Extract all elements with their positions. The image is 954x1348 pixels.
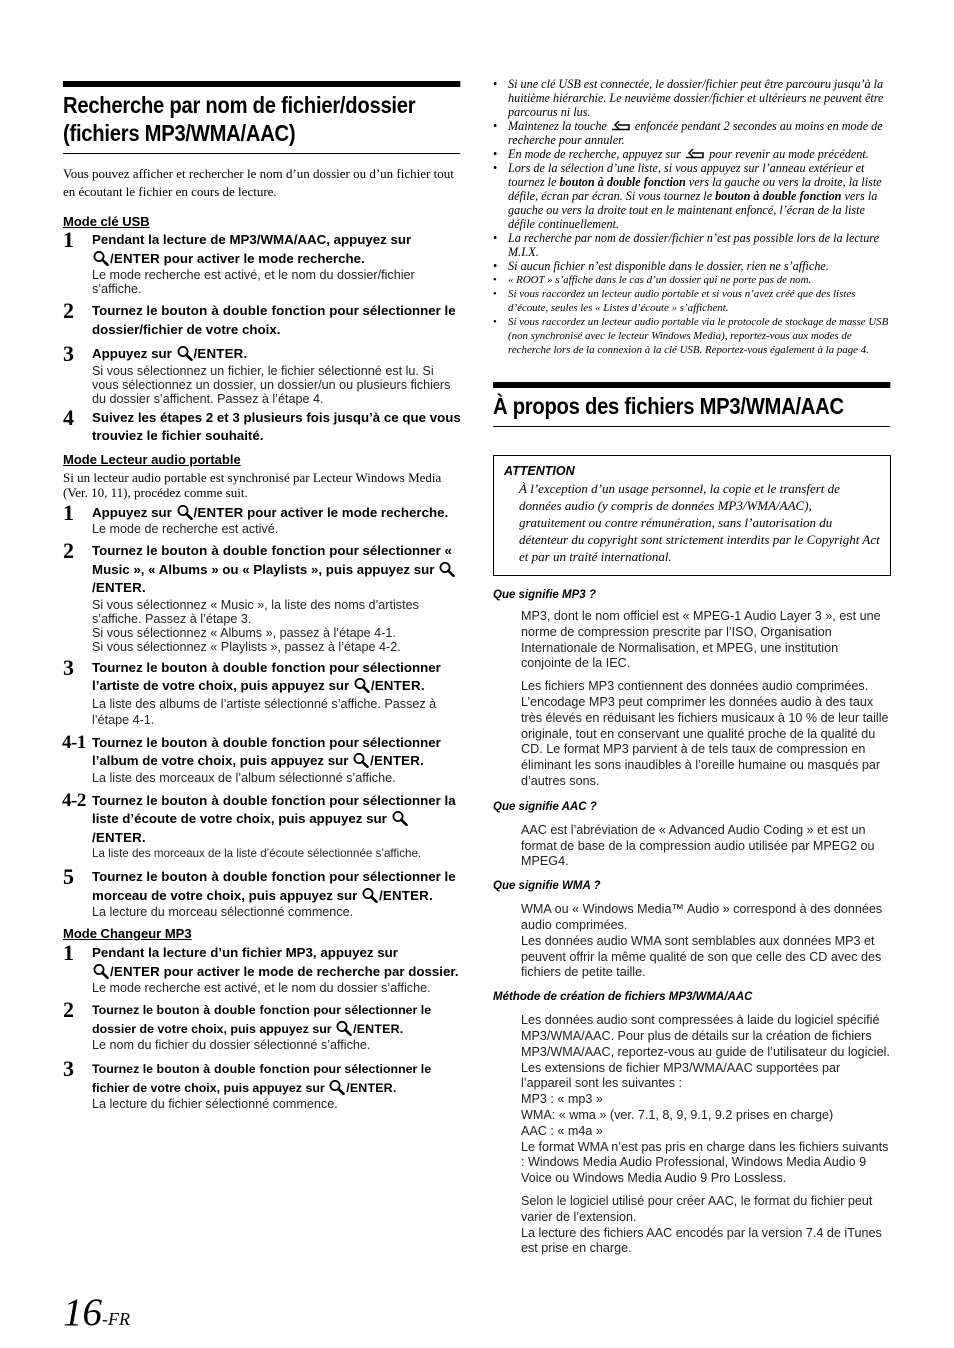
method-answer: AAC : « m4a »	[521, 1123, 603, 1138]
step-description: La lecture du fichier sélectionné commence.	[92, 1097, 338, 1111]
mp3-answer: MP3, dont le nom officiel est « MPEG-1 Audio Layer 3 », est une norme de compression prescrite par l’ISO, Organisation Internationale de Normalisation, et MPEG, une institution conjointe de la IEC.	[521, 609, 881, 671]
note-item: • Si une clé USB est connectée, le dossier/fichier peut être parcouru jusqu’à la huitième hiérarchie. Le neuvième dossier/fichier et ultérieurs ne peuvent être parcourus ni lus.	[493, 77, 891, 119]
note-item: • « ROOT » s’affiche dans le cas d’un dossier qui ne porte pas de nom.	[493, 273, 891, 287]
step-description: Si vous sélectionnez « Music », la liste des noms d’artistes s’affiche. Passez à l’étape 3.	[92, 597, 419, 626]
intro-text: Vous pouvez afficher et rechercher le nom d’un dossier ou d’un fichier tout en écoutant le fichier en cours de lecture.	[63, 166, 454, 199]
search-icon	[361, 887, 379, 903]
step-description: Si vous sélectionnez « Playlists », passez à l’étape 4-2.	[92, 639, 401, 654]
page-number-value: 16	[63, 1291, 102, 1334]
search-icon	[328, 1079, 346, 1095]
portable-step-4-1	[62, 731, 461, 785]
step-description: La liste des morceaux de l’album sélectionné s’affiche.	[92, 770, 396, 785]
method-answer: MP3 : « mp3 »	[521, 1092, 603, 1107]
mode-heading-portable: Mode Lecteur audio portable	[63, 451, 241, 467]
method-answer: Les données audio sont compressées à laide du logiciel spécifié MP3/WMA/AAC. Pour plus de détails sur la création de fichiers MP3/WMA/AAC, reportez-vous au guide de l’utilisateur du logiciel.	[521, 1013, 890, 1059]
step-description: Le nom du fichier du dossier sélectionné s’affiche.	[92, 1038, 371, 1052]
portable-step-2	[63, 538, 461, 654]
left-column	[63, 81, 461, 1111]
usb-step-4	[63, 404, 461, 446]
method-answer: Selon le logiciel utilisé pour créer AAC, le format du fichier peut varier de l’extension.	[521, 1193, 873, 1224]
search-icon	[92, 963, 110, 979]
note-item: • Si vous raccordez un lecteur audio portable via le protocole de stockage de masse USB (non synchronisé avec le lecteur Windows Media), reportez-vous aux modes de recherche lors de la connexion à la clé USB. Reportez-vous également à la page 4.	[493, 315, 891, 357]
search-icon	[438, 561, 456, 577]
step-instruction: Tournez le bouton à double fonction pour sélectionner la liste d’écoute de votre choix, puis appuyez sur /ENTER.	[92, 792, 456, 845]
search-icon	[176, 504, 194, 520]
method-answer: La lecture des fichiers AAC encodés par la version 7.4 de iTunes est prise en charge.	[521, 1225, 882, 1256]
return-arrow-icon	[684, 147, 706, 160]
attention-box	[493, 455, 891, 576]
step-number: 1	[63, 940, 74, 965]
search-icon	[92, 250, 110, 266]
step-number: 2	[63, 997, 74, 1022]
step-description: Le mode recherche est activé, et le nom du dossier s’affiche.	[92, 981, 431, 995]
step-instruction: Pendant la lecture de MP3/WMA/AAC, appuyez sur /ENTER pour activer le mode recherche.	[92, 232, 412, 266]
step-number: 2	[63, 538, 74, 563]
step-number: 1	[63, 499, 74, 525]
page-suffix: -FR	[102, 1309, 130, 1329]
step-number: 1	[63, 227, 74, 252]
changer-step-2	[63, 997, 461, 1052]
step-description: Si vous sélectionnez « Albums », passez à l’étape 4-1.	[92, 625, 396, 640]
step-number: 2	[63, 298, 74, 323]
mode-heading-changer: Mode Changeur MP3	[63, 926, 192, 941]
step-number: 3	[63, 1056, 74, 1081]
usb-step-2	[63, 298, 461, 339]
step-number: 4-1	[62, 731, 86, 753]
note-item: • Lors de la sélection d’une liste, si vous appuyez sur l’anneau extérieur et tournez le bouton à double fonction vers la gauche ou vers la droite, la liste défile, écran par écran. Si vous tournez le bouton à double fonction vers la gauche ou vers la droite tout en le maintenant enfoncé, l’écran de la liste défile continuellement.	[493, 161, 891, 231]
portable-intro: Si un lecteur audio portable est synchronisé par Lecteur Windows Media (Ver. 10, 11), procédez comme suit.	[63, 469, 442, 500]
step-instruction: Tournez le bouton à double fonction pour sélectionner le fichier de votre choix, puis appuyez sur /ENTER.	[92, 1062, 432, 1095]
search-icon	[176, 345, 194, 361]
section-title-about: À propos des fichiers MP3/WMA/AAC	[493, 382, 890, 427]
section-title-search: Recherche par nom de fichier/dossier (fichiers MP3/WMA/AAC)	[63, 81, 460, 154]
wma-answer: WMA ou « Windows Media™ Audio » correspond à des données audio comprimées.	[521, 902, 883, 932]
usb-step-1	[63, 227, 461, 296]
search-icon	[353, 677, 371, 693]
usb-step-3	[63, 341, 461, 406]
return-arrow-icon	[610, 119, 632, 132]
right-column	[493, 77, 891, 1257]
attention-body: À l’exception d’un usage personnel, la copie et le transfert de données audio (y compris de données MP3/WMA/AAC), gratuitement ou contre rémunération, sans l’autorisation du détenteur du copyright sont strictement interdits par le Copyright Act et par un traité international.	[519, 481, 880, 564]
step-number: 3	[63, 654, 74, 680]
step-number: 4-2	[62, 789, 86, 811]
step-description: Le mode recherche est activé, et le nom du dossier/fichier s’affiche.	[92, 268, 415, 296]
notes-list	[493, 77, 891, 357]
portable-step-5	[63, 864, 461, 919]
step-instruction: Tournez le bouton à double fonction pour sélectionner « Music », « Albums » ou « Playlists », puis appuyez sur /ENTER.	[92, 542, 461, 598]
method-answer: WMA: « wma » (ver. 7.1, 8, 9, 9.1, 9.2 prises en charge)	[521, 1107, 834, 1122]
step-description: Si vous sélectionnez un fichier, le fichier sélectionné est lu. Si vous sélectionnez un dossier, un dossier/un ou plusieurs fichiers du dossier s’affichent. Passez à l’étape 4.	[92, 363, 451, 406]
step-instruction: Tournez le bouton à double fonction pour sélectionner le morceau de votre choix, puis appuyez sur /ENTER.	[92, 869, 456, 903]
step-instruction: Tournez le bouton à double fonction pour sélectionner l’artiste de votre choix, puis appuyez sur /ENTER.	[92, 659, 441, 693]
wma-question: Que signifie WMA ?	[493, 880, 601, 893]
changer-step-3	[63, 1056, 461, 1111]
portable-step-3	[63, 654, 461, 728]
step-number: 5	[63, 864, 74, 889]
note-item: • La recherche par nom de dossier/fichier n’est pas possible lors de la lecture M.I.X.	[493, 231, 891, 259]
attention-title: ATTENTION	[504, 464, 575, 478]
step-instruction: Appuyez sur /ENTER.	[92, 346, 248, 361]
portable-step-1	[63, 499, 461, 537]
step-description: La liste des albums de l’artiste sélectionné s’affiche. Passez à l’étape 4-1.	[92, 696, 437, 727]
step-description: La liste des morceaux de la liste d’écoute sélectionnée s’affiche.	[92, 847, 422, 860]
step-number: 3	[63, 341, 74, 366]
mp3-answer: Les fichiers MP3 contiennent des données audio comprimées. L’encodage MP3 peut comprimer les données audio à des taux très élevés en réduisant les fichiers musicaux à 10 % de leur taille originale, tout en conservant une qualité proche de la qualité du CD. Le format MP3 parvient à de tels taux de compression en éliminant les sons inaudibles à l’oreille humaine ou masqués par d’autres sons.	[521, 679, 889, 788]
step-instruction: Pendant la lecture d’un fichier MP3, appuyez sur /ENTER pour activer le mode de recherche par dossier.	[92, 945, 459, 979]
changer-step-1	[63, 940, 461, 995]
wma-answer: Les données audio WMA sont semblables aux données MP3 et peuvent offrir la même qualité de son que celle des CD avec des fichiers de petite taille.	[521, 933, 882, 980]
method-question: Méthode de création de fichiers MP3/WMA/AAC	[493, 991, 753, 1004]
note-item: • En mode de recherche, appuyez sur pour revenir au mode précédent.	[493, 147, 891, 161]
search-icon	[335, 1020, 353, 1036]
step-instruction: Tournez le bouton à double fonction pour sélectionner le dossier/fichier de votre choix.	[92, 303, 456, 337]
aac-question: Que signifie AAC ?	[493, 800, 597, 813]
portable-step-4-2	[62, 789, 461, 862]
mode-heading-usb: Mode clé USB	[63, 214, 150, 229]
step-number: 4	[63, 404, 74, 430]
note-item: • Maintenez la touche enfoncée pendant 2 secondes au moins en mode de recherche pour annuler.	[493, 119, 891, 147]
page-number	[63, 1290, 130, 1335]
step-description: La lecture du morceau sélectionné commence.	[92, 905, 354, 919]
step-instruction: Tournez le bouton à double fonction pour sélectionner le dossier de votre choix, puis appuyez sur /ENTER.	[92, 1003, 432, 1036]
method-answer: Le format WMA n’est pas pris en charge dans les fichiers suivants : Windows Media Audio Professional, Windows Media Audio 9 Voice ou Windows Media Audio 9 Pro Lossless.	[521, 1139, 889, 1186]
step-instruction: Suivez les étapes 2 et 3 plusieurs fois jusqu’à ce que vous trouviez le fichier souhaité.	[92, 409, 461, 443]
search-icon	[391, 810, 409, 826]
step-instruction: Tournez le bouton à double fonction pour sélectionner l’album de votre choix, puis appuyez sur /ENTER.	[92, 734, 441, 768]
note-item: • Si aucun fichier n’est disponible dans le dossier, rien ne s’affiche.	[493, 259, 891, 273]
mp3-question: Que signifie MP3 ?	[493, 589, 596, 601]
step-description: Le mode de recherche est activé.	[92, 522, 279, 536]
note-item: • Si vous raccordez un lecteur audio portable et si vous n’avez créé que des listes d’écoute, seules les « Listes d’écoute » s’affichent.	[493, 287, 891, 315]
step-instruction: Appuyez sur /ENTER pour activer le mode recherche.	[92, 504, 449, 520]
search-icon	[352, 752, 370, 768]
aac-answer: AAC est l’abréviation de « Advanced Audio Coding » et est un format de base de la compression audio utilisée par MPEG2 ou MPEG4.	[521, 822, 875, 869]
method-answer: Les extensions de fichier MP3/WMA/AAC supportées par l’appareil sont les suivantes :	[521, 1060, 841, 1091]
